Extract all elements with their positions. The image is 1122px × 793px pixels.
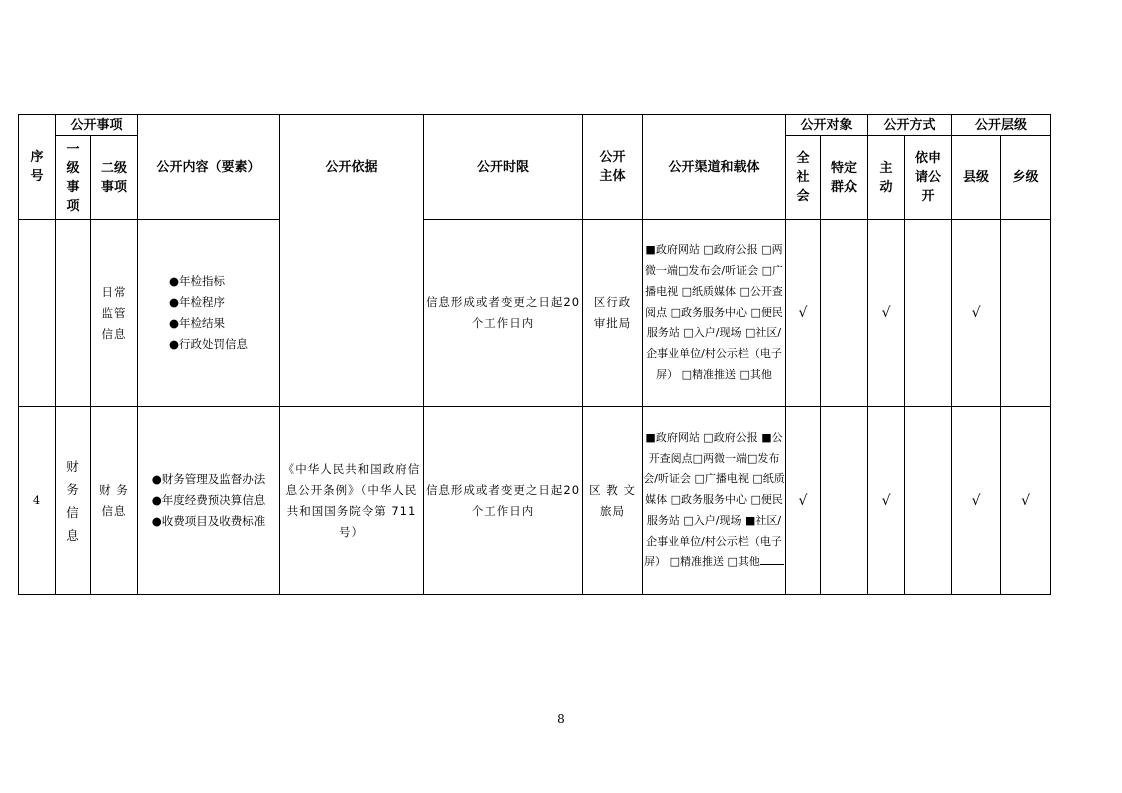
content-list [152, 469, 266, 532]
page-number: 8 [557, 712, 565, 726]
header-subject: 公开主体 [583, 115, 643, 220]
cell-audience-specific [821, 220, 868, 407]
header-channel: 公开渠道和载体 [643, 115, 786, 220]
cell-level2: 日常监管信息 [91, 220, 138, 407]
header-audience-all: 全社会 [786, 136, 821, 220]
cell-content [138, 407, 280, 595]
header-level-town: 乡级 [1001, 136, 1051, 220]
cell-subject: 区 教 文 旅局 [583, 407, 643, 595]
cell-method-apply [905, 220, 952, 407]
content-item: ●年度经费预决算信息 [151, 493, 266, 507]
content-list [169, 271, 248, 355]
header-method: 公开方式 [868, 115, 952, 136]
content-item: ●财务管理及监督办法 [151, 472, 266, 486]
disclosure-table [18, 114, 1051, 595]
content-item: ●年检程序 [168, 295, 226, 309]
cell-level-county: √ [952, 220, 1001, 407]
table-row [19, 407, 1051, 595]
cell-level1 [56, 220, 91, 407]
header-level: 公开层级 [952, 115, 1051, 136]
header-basis: 公开依据 [280, 115, 424, 407]
header-level1: 一级事项 [56, 136, 91, 220]
header-method-active: 主动 [868, 136, 905, 220]
content-item: ●行政处罚信息 [168, 337, 249, 351]
cell-basis: 《中华人民共和国政府信息公开条例》（中华人民共和国国务院令第 711 号） [280, 407, 424, 595]
header-level-county: 县级 [952, 136, 1001, 220]
cell-subject: 区行政审批局 [583, 220, 643, 407]
header-seq: 序号 [19, 115, 56, 220]
cell-method-apply [905, 407, 952, 595]
cell-audience-all: √ [786, 220, 821, 407]
cell-channel: ■政府网站 □政府公报 ■公开查阅点□两微一端□发布会/听证会 □广播电视 □纸质媒体 □政务服务中心 □便民服务站 □入户/现场 ■社区/企事业单位/村公示栏（电子屏） □精准推送 □其他 [643, 407, 786, 595]
cell-level-town: √ [1001, 407, 1051, 595]
cell-level-town [1001, 220, 1051, 407]
cell-content [138, 220, 280, 407]
header-time-limit: 公开时限 [424, 115, 583, 220]
cell-level2: 财 务 信息 [91, 407, 138, 595]
cell-seq: 4 [19, 407, 56, 595]
cell-level1: 财务信息 [56, 407, 91, 595]
header-audience-specific: 特定群众 [821, 136, 868, 220]
header-method-apply: 依申请公开 [905, 136, 952, 220]
cell-time-limit: 信息形成或者变更之日起20个工作日内 [424, 407, 583, 595]
cell-level-county: √ [952, 407, 1001, 595]
content-item: ●年检指标 [168, 274, 226, 288]
content-item: ●收费项目及收费标准 [151, 514, 266, 528]
header-audience: 公开对象 [786, 115, 868, 136]
header-level2: 二级事项 [91, 136, 138, 220]
header-public-item: 公开事项 [56, 115, 138, 136]
cell-audience-all: √ [786, 407, 821, 595]
cell-time-limit: 信息形成或者变更之日起20个工作日内 [424, 220, 583, 407]
cell-audience-specific [821, 407, 868, 595]
fill-blank [760, 553, 784, 565]
cell-channel: ■政府网站 □政府公报 □两微一端□发布会/听证会 □广播电视 □纸质媒体 □公开查阅点 □政务服务中心 □便民服务站 □入户/现场 □社区/企事业单位/村公示栏（电子屏） □精准推送 □其他 [643, 220, 786, 407]
cell-method-active: √ [868, 220, 905, 407]
header-content: 公开内容（要素） [138, 115, 280, 220]
cell-method-active: √ [868, 407, 905, 595]
table-row [19, 220, 1051, 407]
cell-seq [19, 220, 56, 407]
content-item: ●年检结果 [168, 316, 226, 330]
